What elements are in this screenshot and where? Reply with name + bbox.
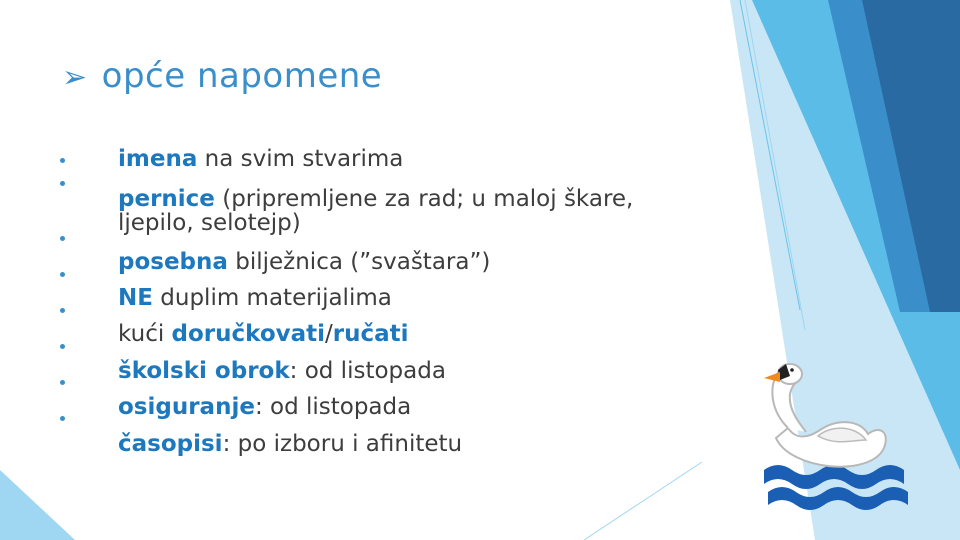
list-item-highlight: imena <box>118 146 198 172</box>
list-item-text: : od listopada <box>254 394 412 420</box>
list-item-text: duplim materijalima <box>152 285 392 311</box>
list-item-text: ljepilo, selotejp) <box>118 210 301 236</box>
list-item-text: : po izboru i afinitetu <box>222 431 463 457</box>
list-item-highlight: doručkovati <box>171 321 326 347</box>
arrow-bullet-icon: ➢ <box>62 60 88 95</box>
list-item-text: na svim stvarima <box>197 146 404 172</box>
list-item-highlight: posebna <box>118 249 228 275</box>
list-item-separator: / <box>325 321 333 347</box>
list-item-highlight: školski obrok <box>118 358 290 384</box>
list-item-highlight: časopisi <box>118 431 223 457</box>
list-item-text: : od listopada <box>289 358 446 384</box>
list-item-highlight: osiguranje <box>118 394 255 420</box>
list-item-text: kući <box>118 321 172 347</box>
list-item-highlight: pernice <box>118 186 215 212</box>
list-item-text: bilježnica (”svaštara”) <box>227 249 491 275</box>
slide-title-text: opće napomene <box>101 56 383 96</box>
list-item-highlight: ručati <box>332 321 409 347</box>
list-item-text: (pripremljene za rad; u maloj škare, <box>214 186 634 212</box>
list-item-highlight: NE <box>118 285 153 311</box>
